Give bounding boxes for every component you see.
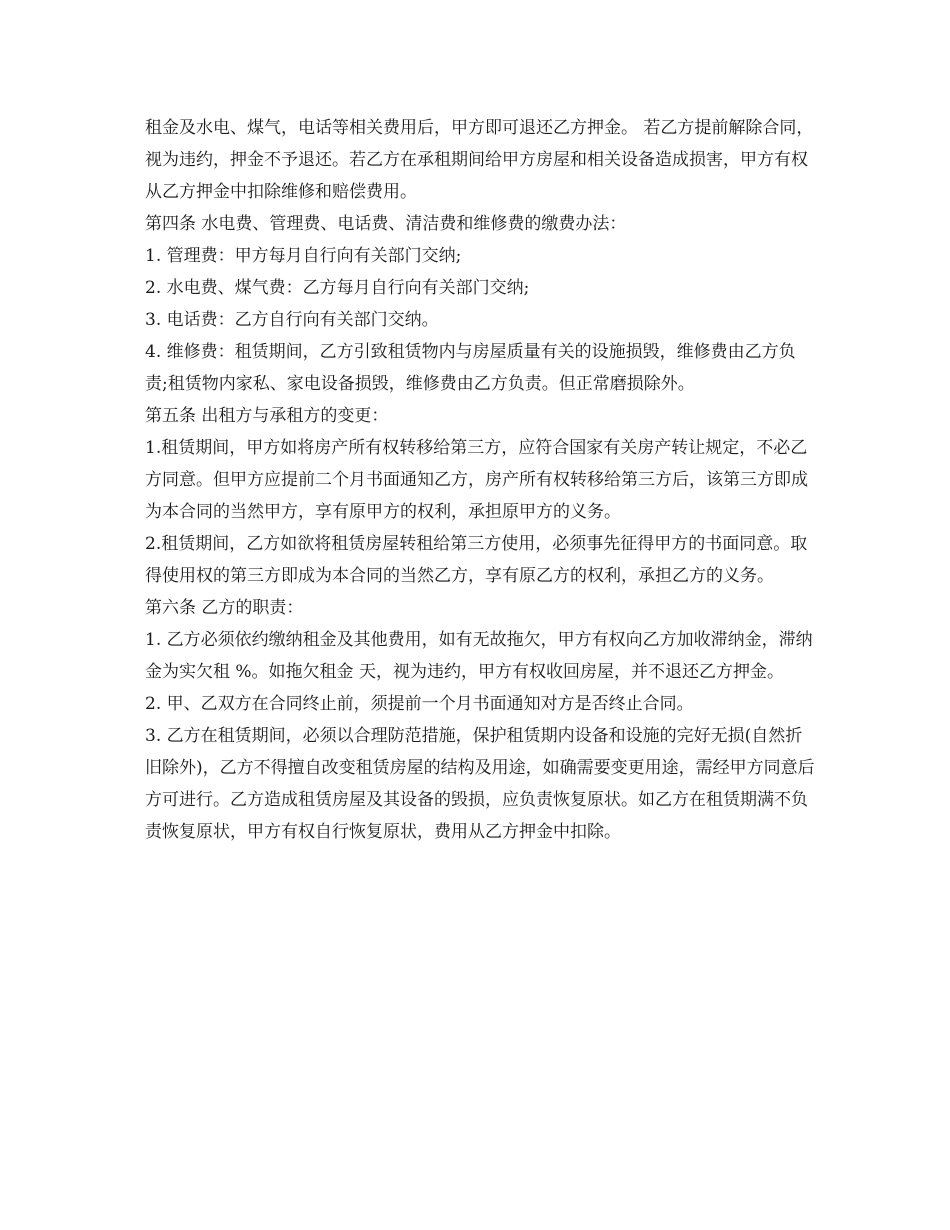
article-4-item-1: 1. 管理费：甲方每月自行向有关部门交纳; xyxy=(145,246,462,266)
article-6-item-1: 1. 乙方必须依约缴纳租金及其他费用，如有无故拖欠，甲方有权向乙方加收滞纳金，滞纳金为实欠租 %。如拖欠租金 天，视为违约，甲方有权收回房屋，并不退还乙方押金。 xyxy=(145,630,813,682)
article-4-item-3: 3. 电话费：乙方自行向有关部门交纳。 xyxy=(145,310,439,330)
article-5-item-2: 2.租赁期间，乙方如欲将租赁房屋转租给第三方使用，必须事先征得甲方的书面同意。取得使用权的第三方即成为本合同的当然乙方，享有原乙方的权利，承担乙方的义务。 xyxy=(145,534,808,586)
article-4-item-4: 4. 维修费：租赁期间，乙方引致租赁物内与房屋质量有关的设施损毁，维修费由乙方负责;租赁物内家私、家电设备损毁，维修费由乙方负责。但正常磨损除外。 xyxy=(145,342,796,394)
article-6-item-2: 2. 甲、乙双方在合同终止前，须提前一个月书面通知对方是否终止合同。 xyxy=(145,694,694,714)
article-4-heading: 第四条 水电费、管理费、电话费、清洁费和维修费的缴费办法： xyxy=(145,214,627,234)
article-6-item-3: 3. 乙方在租赁期间，必须以合理防范措施，保护租赁期内设备和设施的完好无损(自然折旧除外)，乙方不得擅自改变租赁房屋的结构及用途，如确需要变更用途，需经甲方同意后方可进行。乙方造成租赁房屋及其设备的毁损，应负责恢复原状。如乙方在租赁期满不负责恢复原状，甲方有权自行恢复原状，费用从乙方押金中扣除。 xyxy=(145,726,815,842)
article-5-item-1: 1.租赁期间，甲方如将房产所有权转移给第三方，应符合国家有关房产转让规定，不必乙方同意。但甲方应提前二个月书面通知乙方，房产所有权转移给第三方后，该第三方即成为本合同的当然甲方，享有原甲方的权利，承担原甲方的义务。 xyxy=(145,438,808,522)
article-5-heading: 第五条 出租方与承租方的变更： xyxy=(145,406,389,426)
article-4-item-2: 2. 水电费、煤气费：乙方每月自行向有关部门交纳; xyxy=(145,278,530,298)
paragraph-deposit-refund: 租金及水电、煤气，电话等相关费用后，甲方即可退还乙方押金。 若乙方提前解除合同，视为违约，押金不予退还。若乙方在承租期间给甲方房屋和相关设备造成损害，甲方有权从乙方押金中扣除维修和赔偿费用。 xyxy=(145,118,814,202)
document-body xyxy=(145,112,815,848)
article-6-heading: 第六条 乙方的职责： xyxy=(145,598,304,618)
